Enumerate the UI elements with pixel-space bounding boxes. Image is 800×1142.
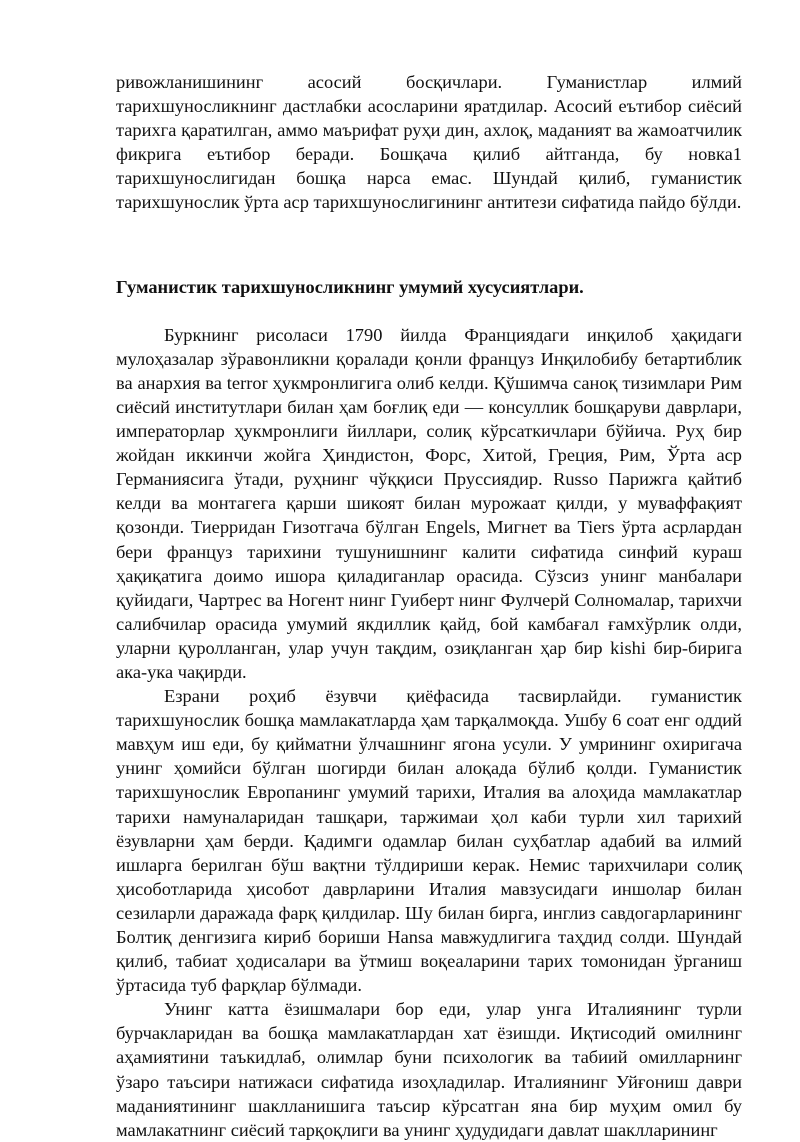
intro-paragraph: ривожланишининг асосий босқичлари. Гуманистлар илмий тарихшуносликнинг дастлабки асосларини яратдилар. Асосий еътибор сиёсий тарихга қаратилган, аммо маърифат руҳи дин, ахлоқ, маданият ва жамоатчилик фикрига еътибор беради. Бошқача қилиб айтганда, бу новка1 тарихшунослигидан бошқа нарса емас. Шундай қилиб, гуманистик тарихшунослик ўрта аср тарихшунослигининг антитези сифатида пайдо бўлди. bbox=[116, 72, 742, 213]
body-paragraph: Езрани роҳиб ёзувчи қиёфасида тасвирлайди. гуманистик тарихшунослик бошқа мамлакатларда ҳам тарқалмоқда. Ушбу 6 соат енг оддий мавҳум иш еди, бу қийматни ўлчашнинг ягона усули. У умрининг охиригача унинг ҳомийси бўлган шогирди билан алоқада бўлиб қолди. Гуманистик тарихшунослик Европанинг умумий тарихи, Италия ва алоҳида мамлакатлар тарихи намуналаридан ташқари, таржимаи ҳол каби турли хил тарихий ёзувларни ҳам берди. Қадимги одамлар билан суҳбатлар адабий ва илмий ишларга берилган бўш вақтни тўлдириши керак. Немис тарихчилари солиқ ҳисоботларида ҳисобот даврларини Италия мавзусидаги иншолар билан сезиларли даражада фарқ қилдилар. Шу билан бирга, инглиз савдогарларининг Болтиқ денгизига кириб бориши Hansa мавжудлигига таҳдид солди. Шундай қилиб, табиат ҳодисалари ва ўтмиш воқеаларини тарих томонидан ўрганиш ўртасида туб фарқлар бўлмади. bbox=[116, 686, 742, 996]
spacer bbox=[116, 215, 742, 275]
document-page bbox=[116, 70, 742, 1142]
spacer bbox=[116, 299, 742, 323]
section-heading: Гуманистик тарихшуносликнинг умумий хусусиятлари. bbox=[116, 276, 584, 297]
body-paragraph: Буркнинг рисоласи 1790 йилда Франциядаги инқилоб ҳақидаги мулоҳазалар зўравонликни қоралади қонли француз Инқилобибу бетартиблик ва анархия ва terror ҳукмронлигига олиб келди. Қўшимча саноқ тизимлари Рим сиёсий институтлари билан ҳам боғлиқ еди — консуллик бошқаруви даврлари, императорлар ҳукмронлиги йиллари, солиқ кўрсаткичлари бўйича. Руҳ бир жойдан иккинчи жойга Ҳиндистон, Форс, Хитой, Греция, Рим, Ўрта аср Германиясига ўтади, руҳнинг чўққиси Пруссиядир. Russo Парижга қайтиб келди ва монтагега қарши шикоят билан мурожаат қилди, у муваффақият қозонди. Тиерридан Гизотгача бўлган Engels, Мигнет ва Tiers ўрта асрлардан бери француз тарихини тушунишнинг калити сифатида синфий кураш ҳақиқатига доимо ишора қиладиганлар орасида. Сўзсиз унинг манбалари қуйидаги, Чартрес ва Ногент нинг Гуиберт нинг Фулчерй Солномалар, тарихчи салибчилар орасида умумий якдиллик қайд, бой камбағал ғамхўрлик олди, уларни қуролланган, улар учун тақдим, озиқланган ҳар бир kishi бир-бирига ака-ука чақирди. bbox=[116, 324, 742, 682]
body-paragraph: Унинг катта ёзишмалари бор еди, улар унга Италиянинг турли бурчакларидан ва бошқа мамлакатлардан хат ёзишди. Иқтисодий омилнинг аҳамиятини таъкидлаб, олимлар буни психологик ва табиий омилларнинг ўзаро таъсири натижаси сифатида изоҳладилар. Италиянинг Уйғониш даври маданиятининг шаклланишига таъсир кўрсатган яна бир муҳим омил бу мамлакатнинг сиёсий тарқоқлиги ва унинг ҳудудидаги давлат шаклларининг bbox=[116, 999, 742, 1140]
